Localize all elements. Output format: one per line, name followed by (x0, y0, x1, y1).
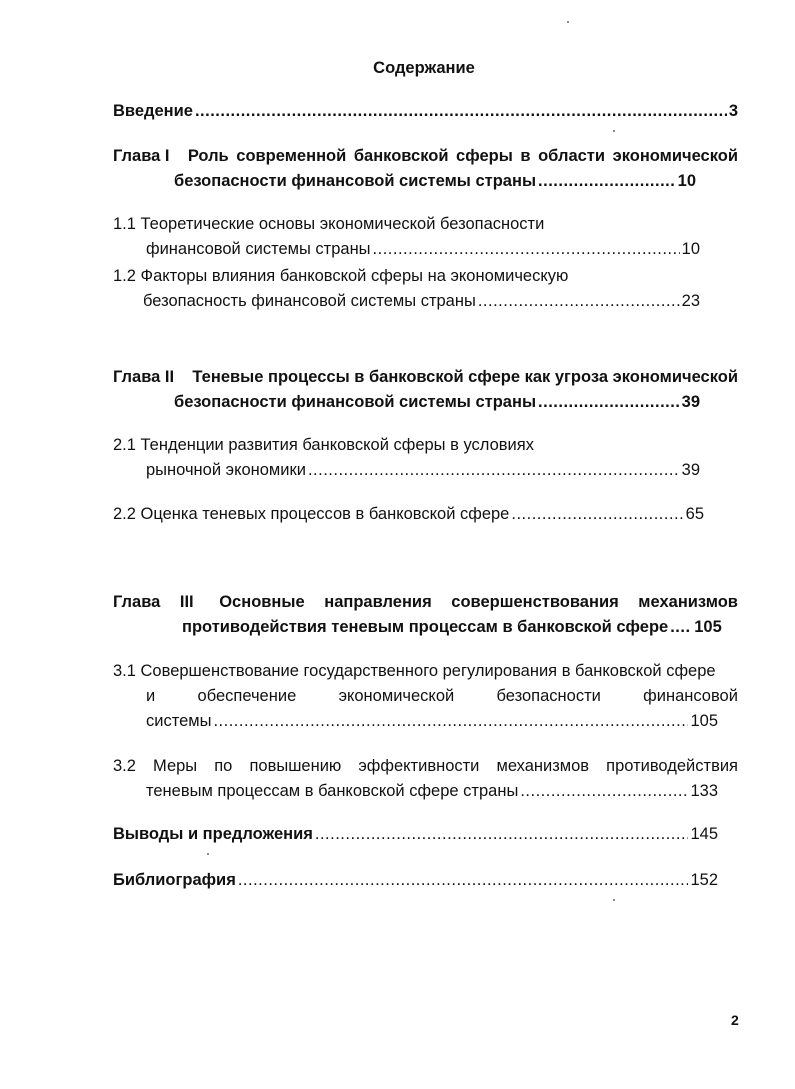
section-1-2-page: 23 (681, 292, 700, 310)
chapter-3-word: совершенствования (451, 593, 619, 611)
section-2-2-page: 65 (685, 505, 704, 523)
section-1-2-title-line2: безопасность финансовой системы страны (143, 292, 476, 310)
section-3-2-word: Меры (153, 757, 198, 775)
section-3-1-word: и (146, 687, 156, 705)
chapter-3-word: механизмов (638, 593, 738, 611)
toc-entry-chapter-3[interactable] (113, 590, 738, 640)
section-3-2-word: механизмов (496, 757, 590, 775)
toc-entry-section-2-2[interactable] (113, 502, 738, 527)
section-2-1-title-line1: 2.1 Тенденции развития банковской сферы в условиях (113, 436, 534, 454)
dot-leader (373, 237, 680, 262)
section-3-1-title-line2 (113, 684, 738, 709)
section-3-1-title-line1: 3.1 Совершенствование государственного регулирования в банковской сфере (113, 662, 716, 680)
chapter-3-word: направления (324, 593, 432, 611)
section-3-2-title-line2: теневым процессам в банковской сфере страны (146, 782, 519, 800)
section-3-2-number: 3.2 (113, 757, 136, 775)
conclusions-page: 145 (690, 825, 718, 843)
dot-leader (511, 502, 683, 527)
toc-entry-section-1-2[interactable] (113, 264, 738, 314)
section-3-1-word: экономической (338, 687, 455, 705)
section-3-1-word: безопасности (496, 687, 601, 705)
section-2-1-page: 39 (681, 461, 700, 479)
toc-entry-chapter-2[interactable] (113, 365, 738, 415)
section-3-2-page: 133 (690, 782, 718, 800)
toc-entry-intro[interactable] (113, 99, 738, 124)
chapter-1-title-line2: безопасности финансовой системы страны (174, 172, 537, 190)
chapter-2-label: Глава II (113, 368, 175, 386)
dot-leader (213, 709, 688, 734)
section-3-1-word: финансовой (643, 687, 738, 705)
section-3-2-word: противодействия (606, 757, 738, 775)
chapter-3-numeral: III (179, 593, 194, 611)
chapter-3-title-line2: противодействия теневым процессам в банковской сфере (182, 618, 669, 636)
section-1-1-page: 10 (681, 240, 700, 258)
intro-page: 3 (728, 102, 738, 120)
section-2-1-title-line2: рыночной экономики (146, 461, 306, 479)
section-3-1-page: 105 (690, 712, 718, 730)
toc-entry-bibliography[interactable] (113, 868, 738, 893)
bibliography-page: 152 (690, 871, 718, 889)
scan-speck (613, 130, 615, 132)
section-3-2-word: эффективности (358, 757, 480, 775)
page-number: 2 (731, 1012, 739, 1028)
toc-entry-chapter-1[interactable] (113, 144, 738, 194)
dot-leader (538, 169, 676, 194)
chapter-2-page: 39 (681, 393, 700, 411)
dot-leader (538, 390, 680, 415)
section-1-1-title-line2: финансовой системы страны (146, 240, 371, 258)
toc-entry-section-3-2[interactable] (113, 754, 738, 804)
chapter-3-word: Основные (219, 593, 305, 611)
chapter-1-label: Глава I (113, 147, 170, 165)
section-3-2-word: по (214, 757, 233, 775)
chapter-3-title-line1 (113, 590, 738, 615)
chapter-1-page: 10 (677, 172, 696, 190)
dot-leader (308, 458, 680, 483)
section-3-1-title-line3: системы (146, 712, 212, 730)
section-1-2-title-line1: 1.2 Факторы влияния банковской сферы на экономическую (113, 267, 569, 285)
section-2-2-title: 2.2 Оценка теневых процессов в банковской сфере (113, 505, 510, 523)
chapter-3-page: 105 (694, 618, 722, 636)
section-3-2-word: повышению (249, 757, 342, 775)
chapter-1-title-line1: Роль современной банковской сферы в области экономической (187, 147, 738, 165)
contents-title: Содержание (373, 59, 475, 77)
dot-leader (195, 99, 727, 124)
toc-entry-section-3-1[interactable] (113, 659, 738, 734)
scan-speck (613, 899, 615, 901)
scan-speck (207, 853, 209, 855)
chapter-3-label-word: Глава (113, 593, 161, 611)
dot-leader (238, 868, 689, 893)
toc-entry-conclusions[interactable] (113, 822, 738, 847)
chapter-2-title-line2: безопасности финансовой системы страны (174, 393, 537, 411)
intro-label: Введение (113, 102, 193, 120)
dot-leader (520, 779, 688, 804)
bibliography-label: Библиография (113, 871, 236, 889)
section-3-1-word: обеспечение (197, 687, 297, 705)
toc-entry-section-2-1[interactable] (113, 433, 738, 483)
dot-leader (478, 289, 680, 314)
chapter-2-title-line1: Теневые процессы в банковской сфере как угроза экономической (192, 368, 738, 386)
section-3-2-title-line1 (113, 754, 738, 779)
dot-leader (315, 822, 689, 847)
conclusions-label: Выводы и предложения (113, 825, 313, 843)
section-1-1-title-line1: 1.1 Теоретические основы экономической безопасности (113, 215, 545, 233)
toc-entry-section-1-1[interactable] (113, 212, 738, 262)
dot-leader (670, 615, 690, 640)
scan-speck (567, 21, 569, 23)
